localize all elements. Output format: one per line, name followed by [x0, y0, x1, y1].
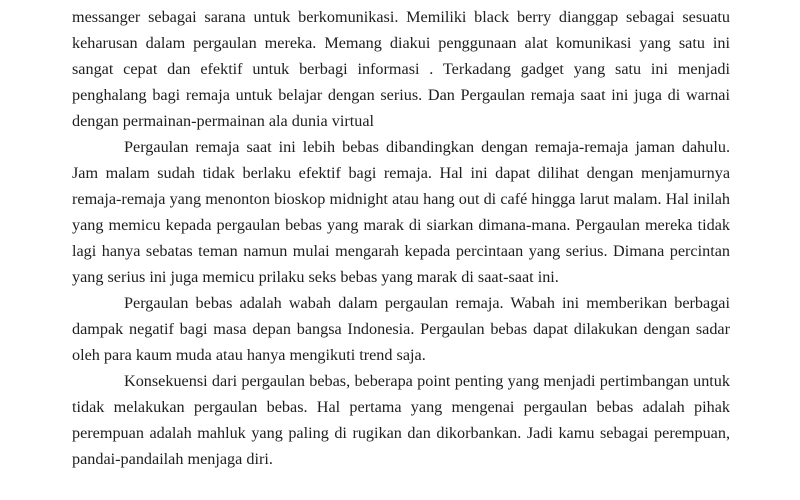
paragraph-1: messanger sebagai sarana untuk berkomunikasi. Memiliki black berry dianggap sebagai sesuatu keharusan dalam pergaulan mereka. Memang diakui penggunaan alat komunikasi yang satu ini sangat cepat dan efektif untuk berbagi informasi . Terkadang gadget yang satu ini menjadi penghalang bagi remaja untuk belajar dengan serius. Dan Pergaulan remaja saat ini juga di warnai dengan permainan-permainan ala dunia virtual: [72, 8, 730, 130]
paragraph-4: Konsekuensi dari pergaulan bebas, beberapa point penting yang menjadi pertimbangan untuk tidak melakukan pergaulan bebas. Hal pertama yang mengenai pergaulan bebas adalah pihak perempuan adalah mahluk yang paling di rugikan dan dikorbankan. Jadi kamu sebagai perempuan, pandai-pandailah menjaga diri.: [72, 372, 730, 468]
paragraph-3: Pergaulan bebas adalah wabah dalam pergaulan remaja. Wabah ini memberikan berbagai dampak negatif bagi masa depan bangsa Indonesia. Pergaulan bebas dapat dilakukan dengan sadar oleh para kaum muda atau hanya mengikuti trend saja.: [72, 294, 730, 364]
document-body: [72, 0, 730, 472]
paragraph-2: Pergaulan remaja saat ini lebih bebas dibandingkan dengan remaja-remaja jaman dahulu. Jam malam sudah tidak berlaku efektif bagi remaja. Hal ini dapat dilihat dengan menjamurnya remaja-remaja yang menonton bioskop midnight atau hang out di café hingga larut malam. Hal inilah yang memicu kepada pergaulan bebas yang marak di siarkan dimana-mana. Pergaulan mereka tidak lagi hanya sebatas teman namun mulai mengarah kepada percintaan yang serius. Dimana percintan yang serius ini juga memicu prilaku seks bebas yang marak di saat-saat ini.: [72, 138, 730, 286]
